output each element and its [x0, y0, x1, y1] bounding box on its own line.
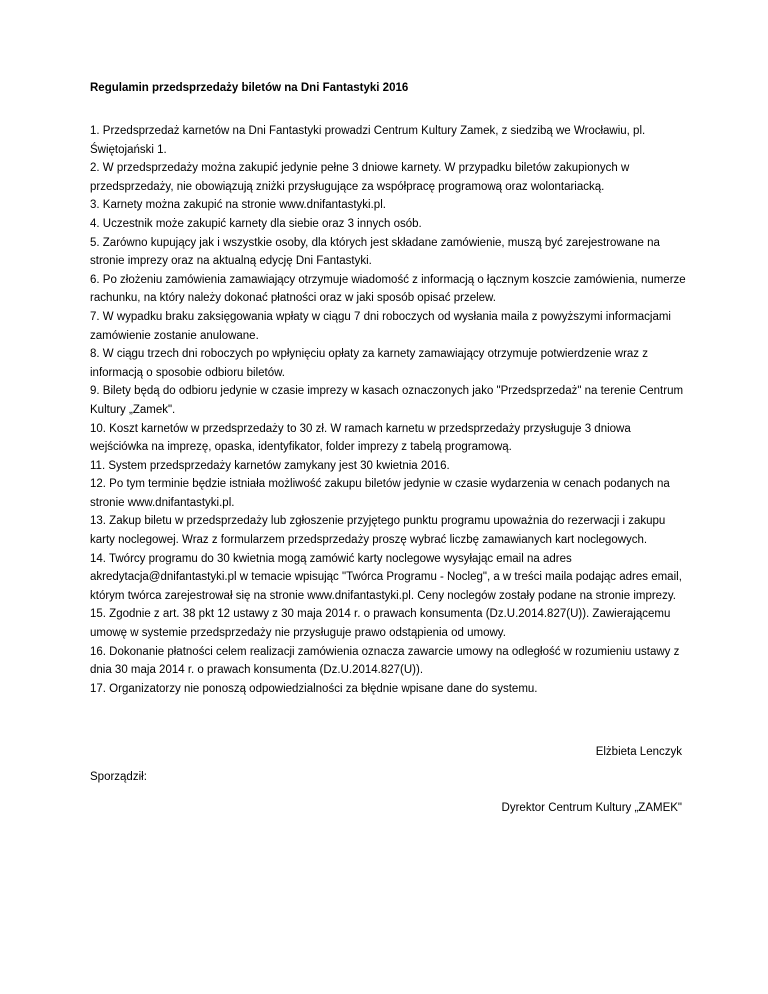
- rule-item: 6. Po złożeniu zamówienia zamawiający otrzymuje wiadomość z informacją o łącznym koszcie zamówienia, numerze rachunku, na który należy dokonać płatności oraz w jaki sposób opisać przelew.: [90, 273, 686, 305]
- rule-item: 16. Dokonanie płatności celem realizacji zamówienia oznacza zawarcie umowy na odległość w rozumieniu ustawy z dnia 30 maja 2014 r. o prawach konsumenta (Dz.U.2014.827(U)).: [90, 645, 680, 677]
- rule-item: 15. Zgodnie z art. 38 pkt 12 ustawy z 30 maja 2014 r. o prawach konsumenta (Dz.U.2014.827(U)). Zawierającemu umowę w systemie przedsprzedaży nie przysługuje prawo odstąpienia od umowy.: [90, 608, 671, 640]
- document-title: Regulamin przedsprzedaży biletów na Dni Fantastyki 2016: [90, 82, 409, 94]
- rule-item: 5. Zarówno kupujący jak i wszystkie osoby, dla których jest składane zamówienie, muszą być zarejestrowane na stronie imprezy oraz na aktualną edycję Dni Fantastyki.: [90, 236, 660, 268]
- rule-item: 17. Organizatorzy nie ponoszą odpowiedzialności za błędnie wpisane dane do systemu.: [90, 682, 538, 695]
- rule-item: 1. Przedsprzedaż karnetów na Dni Fantastyki prowadzi Centrum Kultury Zamek, z siedzibą we Wrocławiu, pl. Świętojański 1.: [90, 125, 646, 156]
- rule-item: 2. W przedsprzedaży można zakupić jedynie pełne 3 dniowe karnety. W przypadku biletów zakupionych w przedsprzedaży, nie obowiązują zniżki przysługujące za współpracę programową oraz wolontariacką.: [90, 162, 630, 193]
- rule-item: 8. W ciągu trzech dni roboczych po wpłynięciu opłaty za karnety zamawiający otrzymuje potwierdzenie wraz z informacją o sposobie odbioru biletów.: [90, 348, 648, 379]
- rule-item: 14. Twórcy programu do 30 kwietnia mogą zamówić karty noclegowe wysyłając email na adres akredytacja@dnifantastyki.pl w temacie wpisując "Twórca Programu - Nocleg", a w treści maila podając adres email, którym twórca zarejestrował się na stronie www.dnifantastyki.pl. Ceny noclegów zostały podane na stronie imprezy.: [90, 552, 682, 602]
- rules-list: [90, 122, 690, 698]
- rule-item: 10. Koszt karnetów w przedsprzedaży to 30 zł. W ramach karnetu w przedsprzedaży przysługuje 3 dniowa wejściówka na imprezę, opaska, identyfikator, folder imprezy z tabelą programową.: [90, 422, 631, 454]
- rule-item: 4. Uczestnik może zakupić karnety dla siebie oraz 3 innych osób.: [90, 217, 422, 230]
- rule-item: 12. Po tym terminie będzie istniała możliwość zakupu biletów jedynie w czasie wydarzenia w cenach podanych na stronie www.dnifantastyki.pl.: [90, 478, 670, 509]
- signer-title: Dyrektor Centrum Kultury „ZAMEK": [501, 802, 682, 814]
- rule-item: 7. W wypadku braku zaksięgowania wpłaty w ciągu 7 dni roboczych od wysłania maila z powyższymi informacjami zamówienie zostanie anulowane.: [90, 310, 671, 342]
- rule-item: 9. Bilety będą do odbioru jedynie w czasie imprezy w kasach oznaczonych jako "Przedsprzedaż" na terenie Centrum Kultury „Zamek".: [90, 385, 684, 416]
- rule-item: 13. Zakup biletu w przedsprzedaży lub zgłoszenie przyjętego punktu programu upoważnia do rezerwacji i zakupu karty noclegowej. Wraz z formularzem przedsprzedaży proszę wybrać liczbę zamawianych kart noclegowych.: [90, 515, 666, 547]
- rule-item: 3. Karnety można zakupić na stronie www.dnifantastyki.pl.: [90, 199, 386, 212]
- prepared-by-label: Sporządził:: [90, 771, 147, 783]
- signer-name: Elżbieta Lenczyk: [595, 746, 682, 758]
- rule-item: 11. System przedsprzedaży karnetów zamykany jest 30 kwietnia 2016.: [90, 459, 450, 472]
